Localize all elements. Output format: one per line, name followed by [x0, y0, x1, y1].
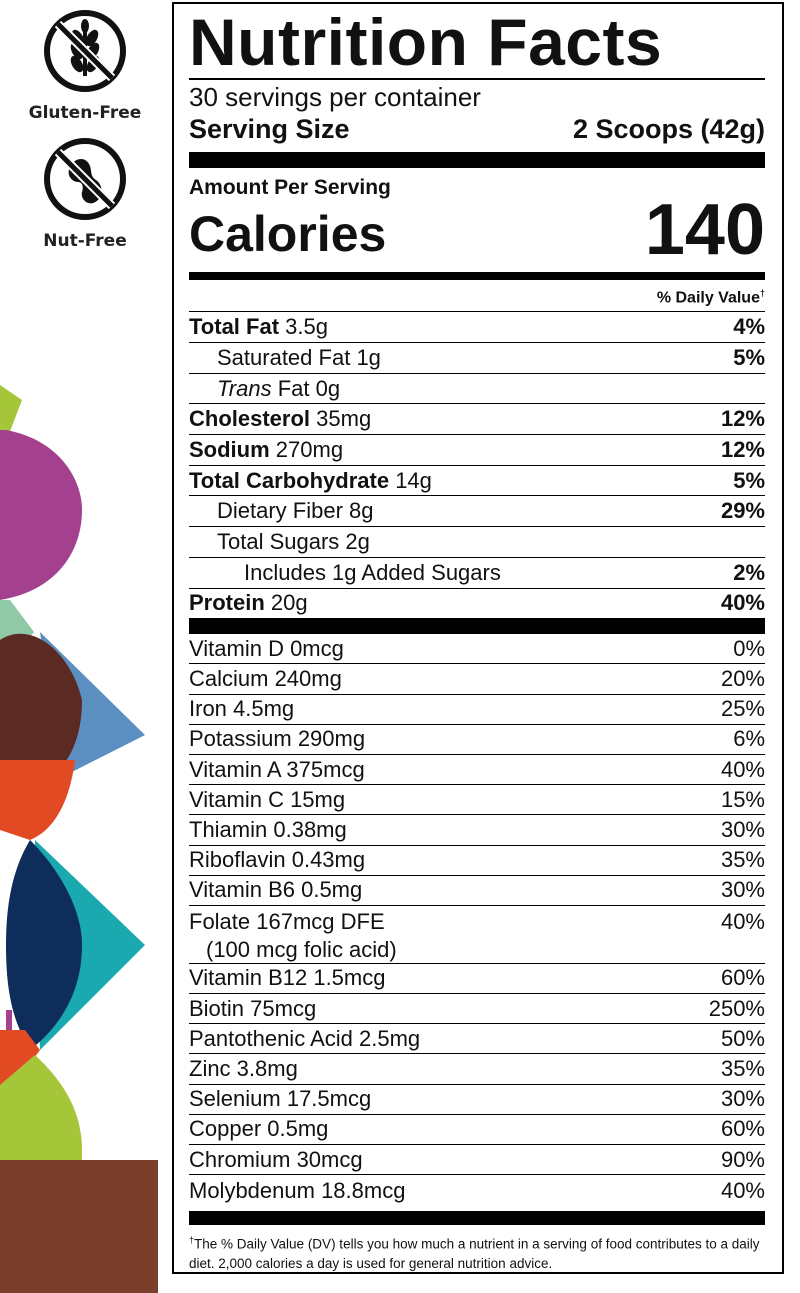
nutrient-name: Saturated Fat	[217, 344, 351, 370]
vitamin-row	[189, 634, 765, 663]
vitamin-dv: 60%	[720, 1116, 765, 1142]
serving-size-row	[189, 112, 765, 146]
nutrient-dv: 40%	[720, 590, 765, 616]
nutrient-name: Cholesterol	[189, 406, 311, 432]
vitamin-dv: 25%	[720, 696, 765, 722]
vitamin-dv: 30%	[720, 1086, 765, 1112]
vitamin-name: Iron 4.5mg	[189, 696, 295, 722]
vitamin-name: Zinc 3.8mg	[189, 1056, 298, 1082]
vitamin-row	[189, 963, 765, 993]
calories-value: 140	[644, 190, 765, 270]
vitamin-dv: 60%	[720, 965, 765, 991]
nutrient-dv: 5%	[733, 467, 765, 493]
thick-divider	[189, 618, 765, 634]
nutrient-name: Protein	[189, 590, 265, 616]
nutrient-name: Total Fat	[189, 314, 280, 340]
vitamin-row	[189, 754, 765, 784]
nutrition-facts-label	[172, 2, 784, 1274]
vitamin-list	[189, 634, 765, 1207]
nutrient-name: Includes 1g Added Sugars	[244, 559, 501, 585]
nutrient-amount: 270mg	[275, 436, 344, 462]
vitamin-row	[189, 814, 765, 844]
vitamin-name: Vitamin D 0mcg	[189, 635, 344, 661]
vitamin-name: Molybdenum 18.8mcg	[189, 1178, 406, 1204]
vitamin-name: Chromium 30mcg	[189, 1146, 363, 1172]
nutrient-name: Dietary Fiber	[217, 498, 343, 524]
vitamin-dv: 40%	[720, 1178, 765, 1204]
vitamin-name: Vitamin B6 0.5mg	[189, 877, 363, 903]
nutrient-row-added-sugars	[189, 557, 765, 588]
daily-value-header-text: % Daily Value	[656, 289, 760, 307]
nutrient-row-protein	[189, 588, 765, 619]
nutrient-amount: 20g	[270, 590, 308, 616]
vitamin-dv: 6%	[733, 726, 765, 752]
nutrient-amount: 35mg	[316, 406, 372, 432]
vitamin-row	[189, 724, 765, 754]
geometric-art	[0, 0, 170, 1293]
vitamin-dv: 0%	[733, 635, 765, 661]
vitamin-name: Calcium 240mg	[189, 665, 342, 691]
vitamin-name: Riboflavin 0.43mg	[189, 847, 366, 873]
vitamin-subnote: (100 mcg folic acid)	[206, 936, 397, 962]
footnote-dagger: †	[189, 1235, 195, 1246]
nutrient-dv: 12%	[720, 436, 765, 462]
nutrient-amount: 14g	[395, 467, 432, 493]
vitamin-row	[189, 905, 765, 963]
vitamin-row	[189, 1053, 765, 1083]
vitamin-dv: 30%	[720, 877, 765, 903]
vitamin-row	[189, 1114, 765, 1144]
vitamin-dv: 15%	[720, 786, 765, 812]
vitamin-name: Folate 167mcg DFE	[189, 908, 385, 934]
vitamin-row	[189, 1023, 765, 1053]
nutrient-name: Total Sugars	[217, 528, 340, 554]
nutrient-row-trans-fat	[189, 373, 765, 404]
vitamin-dv: 250%	[708, 995, 765, 1021]
gluten-free-label: Gluten-Free	[28, 103, 142, 123]
nutrient-dv: 29%	[720, 498, 765, 524]
vitamin-name: Vitamin A 375mcg	[189, 756, 365, 782]
vitamin-dv: 35%	[720, 1056, 765, 1082]
nutrient-row-total-fat	[189, 311, 765, 342]
serving-size-value: 2 Scoops (42g)	[572, 114, 765, 144]
nutrient-dv: 12%	[720, 406, 765, 432]
nutrient-name: Trans	[217, 375, 272, 401]
nutrient-amount: 8g	[349, 498, 374, 524]
servings-per-container: 30 servings per container	[189, 82, 481, 112]
vitamin-row	[189, 784, 765, 814]
vitamin-row	[189, 845, 765, 875]
serving-size-label: Serving Size	[189, 114, 350, 144]
medium-divider	[189, 272, 765, 280]
vitamin-name: Potassium 290mg	[189, 726, 366, 752]
vitamin-dv: 40%	[720, 756, 765, 782]
vitamin-row	[189, 694, 765, 724]
amount-per-serving: Amount Per Serving	[189, 176, 391, 199]
vitamin-name: Selenium 17.5mcg	[189, 1086, 372, 1112]
nutrient-row-cholesterol	[189, 403, 765, 434]
nutrient-dv: 2%	[733, 559, 765, 585]
vitamin-dv: 90%	[720, 1146, 765, 1172]
nutrient-row-saturated-fat	[189, 342, 765, 373]
nutrient-name: Sodium	[189, 436, 270, 462]
vitamin-name: Vitamin C 15mg	[189, 786, 346, 812]
nutrient-amount: Fat 0g	[277, 375, 341, 401]
calories-label: Calories	[189, 206, 387, 262]
vitamin-row	[189, 1084, 765, 1114]
footnote	[189, 1225, 765, 1273]
vitamin-name: Vitamin B12 1.5mcg	[189, 965, 386, 991]
thick-divider	[189, 1211, 765, 1225]
vitamin-dv: 20%	[720, 665, 765, 691]
nutrient-dv: 4%	[733, 314, 765, 340]
vitamin-row	[189, 875, 765, 905]
nutrient-amount: 1g	[356, 344, 381, 370]
nutrient-row-total-carbohydrate	[189, 465, 765, 496]
decorative-panel	[0, 0, 170, 1293]
nutrient-amount: 2g	[345, 528, 370, 554]
nutrient-row-dietary-fiber	[189, 495, 765, 526]
vitamin-name: Thiamin 0.38mg	[189, 816, 347, 842]
vitamin-name: Pantothenic Acid 2.5mg	[189, 1025, 421, 1051]
thick-divider	[189, 152, 765, 168]
nutrient-dv: 5%	[733, 344, 765, 370]
vitamin-dv: 30%	[720, 816, 765, 842]
nut-free-label: Nut-Free	[43, 231, 127, 251]
daily-value-header	[189, 280, 765, 311]
dagger-mark: †	[759, 288, 765, 298]
nutrient-name: Total Carbohydrate	[189, 467, 390, 493]
nutrient-amount: 3.5g	[285, 314, 328, 340]
footnote-text: The % Daily Value (DV) tells you how much a nutrient in a serving of food contributes to a daily diet. 2,000 calories a day is used for general nutrition advice.	[189, 1236, 760, 1271]
label-title: Nutrition Facts	[189, 5, 663, 79]
vitamin-name: Biotin 75mcg	[189, 995, 317, 1021]
vitamin-row	[189, 993, 765, 1023]
vitamin-dv: 50%	[720, 1025, 765, 1051]
vitamin-name: Copper 0.5mg	[189, 1116, 329, 1142]
nutrient-row-sodium	[189, 434, 765, 465]
nutrient-row-total-sugars	[189, 526, 765, 557]
vitamin-row	[189, 1174, 765, 1207]
calories-row	[189, 190, 765, 270]
vitamin-row	[189, 663, 765, 693]
vitamin-dv: 40%	[720, 908, 765, 934]
vitamin-row	[189, 1144, 765, 1174]
vitamin-dv: 35%	[720, 847, 765, 873]
